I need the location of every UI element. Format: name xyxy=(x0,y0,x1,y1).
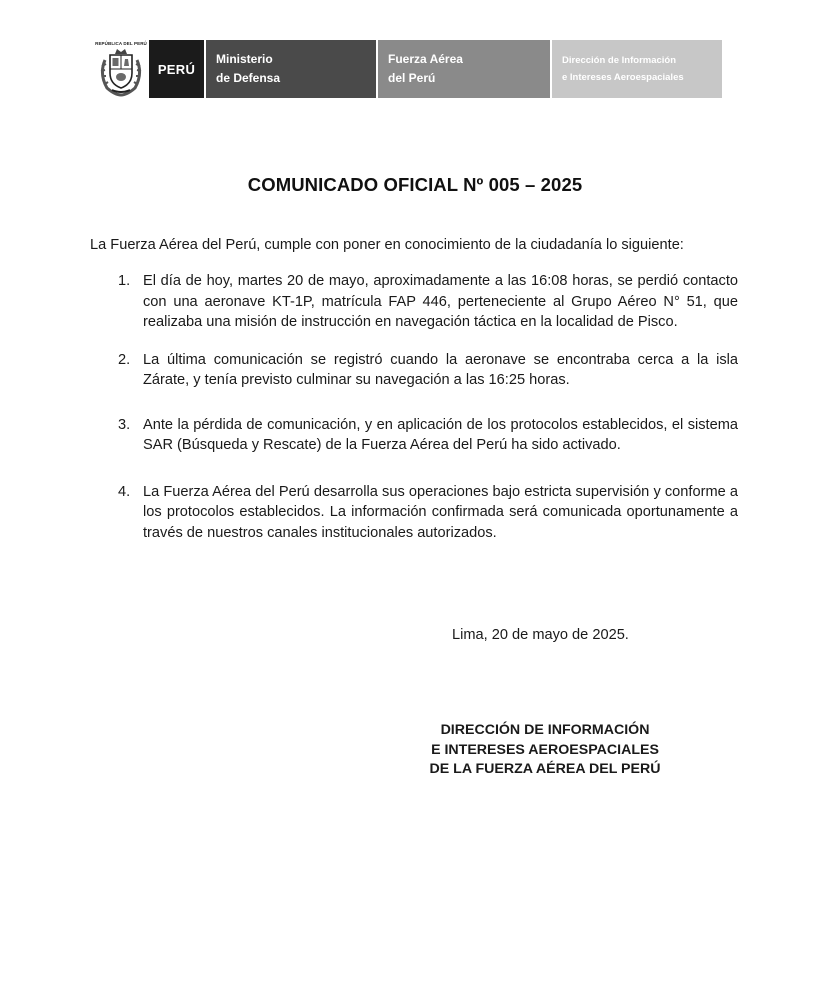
institution-label xyxy=(378,40,552,98)
statement-list xyxy=(118,271,738,543)
signature-line-3: DE LA FUERZA AÉREA DEL PERÚ xyxy=(429,761,661,777)
crest-caption: REPÚBLICA DEL PERÚ xyxy=(95,41,147,46)
list-item xyxy=(118,482,738,544)
date-line: Lima, 20 de mayo de 2025. xyxy=(452,627,629,643)
institution-line-2: del Perú xyxy=(388,71,436,85)
list-item-text: El día de hoy, martes 20 de mayo, aproximadamente a las 16:08 horas, se perdió contacto con una aeronave KT-1P, matrícula FAP 446, perteneciente al Grupo Aéreo N° 51, que realizaba una misión de instrucción en navegación táctica en la localidad de Pisco. xyxy=(143,273,738,330)
list-item-number: 4. xyxy=(118,483,131,500)
ministry-line-2: de Defensa xyxy=(216,71,281,85)
list-item xyxy=(118,271,738,333)
list-item-number: 1. xyxy=(118,273,131,289)
institutional-header xyxy=(95,40,722,98)
ministry-label xyxy=(206,40,378,98)
list-item-text: Ante la pérdida de comunicación, y en aplicación de los protocolos establecidos, el sistema SAR (Búsqueda y Rescate) de la Fuerza Aérea del Perú ha sido activado. xyxy=(143,416,738,453)
directorate-line-2: e Intereses Aeroespaciales xyxy=(562,72,684,83)
institution-line-1: Fuerza Aérea xyxy=(388,52,463,66)
list-item-number: 3. xyxy=(118,416,131,433)
document-title: COMUNICADO OFICIAL Nº 005 – 2025 xyxy=(247,174,583,195)
shield-icon xyxy=(95,40,147,98)
list-item-text: La última comunicación se registró cuando la aeronave se encontraba cerca a la isla Zárate, y tenía previsto culminar su navegación a las 16:25 horas. xyxy=(143,351,738,388)
directorate-label xyxy=(552,40,722,98)
list-item-text: La Fuerza Aérea del Perú desarrolla sus operaciones bajo estricta supervisión y conforme a los protocolos establecidos. La información confirmada será comunicada oportunamente a través de nuestros canales institucionales autorizados. xyxy=(143,483,738,541)
signature-line-2: E INTERESES AEROESPACIALES xyxy=(431,741,659,758)
list-item-number: 2. xyxy=(118,351,131,368)
signature-block xyxy=(380,721,710,780)
intro-paragraph: La Fuerza Aérea del Perú, cumple con poner en conocimiento de la ciudadanía lo siguiente: xyxy=(90,237,684,253)
list-item xyxy=(118,415,738,456)
coat-of-arms-icon xyxy=(95,40,147,98)
ministry-line-1: Ministerio xyxy=(216,52,273,66)
signature-line-1: DIRECCIÓN DE INFORMACIÓN xyxy=(440,722,650,738)
directorate-line-1: Dirección de Información xyxy=(562,55,677,66)
country-label: PERÚ xyxy=(149,40,206,98)
list-item xyxy=(118,350,738,391)
